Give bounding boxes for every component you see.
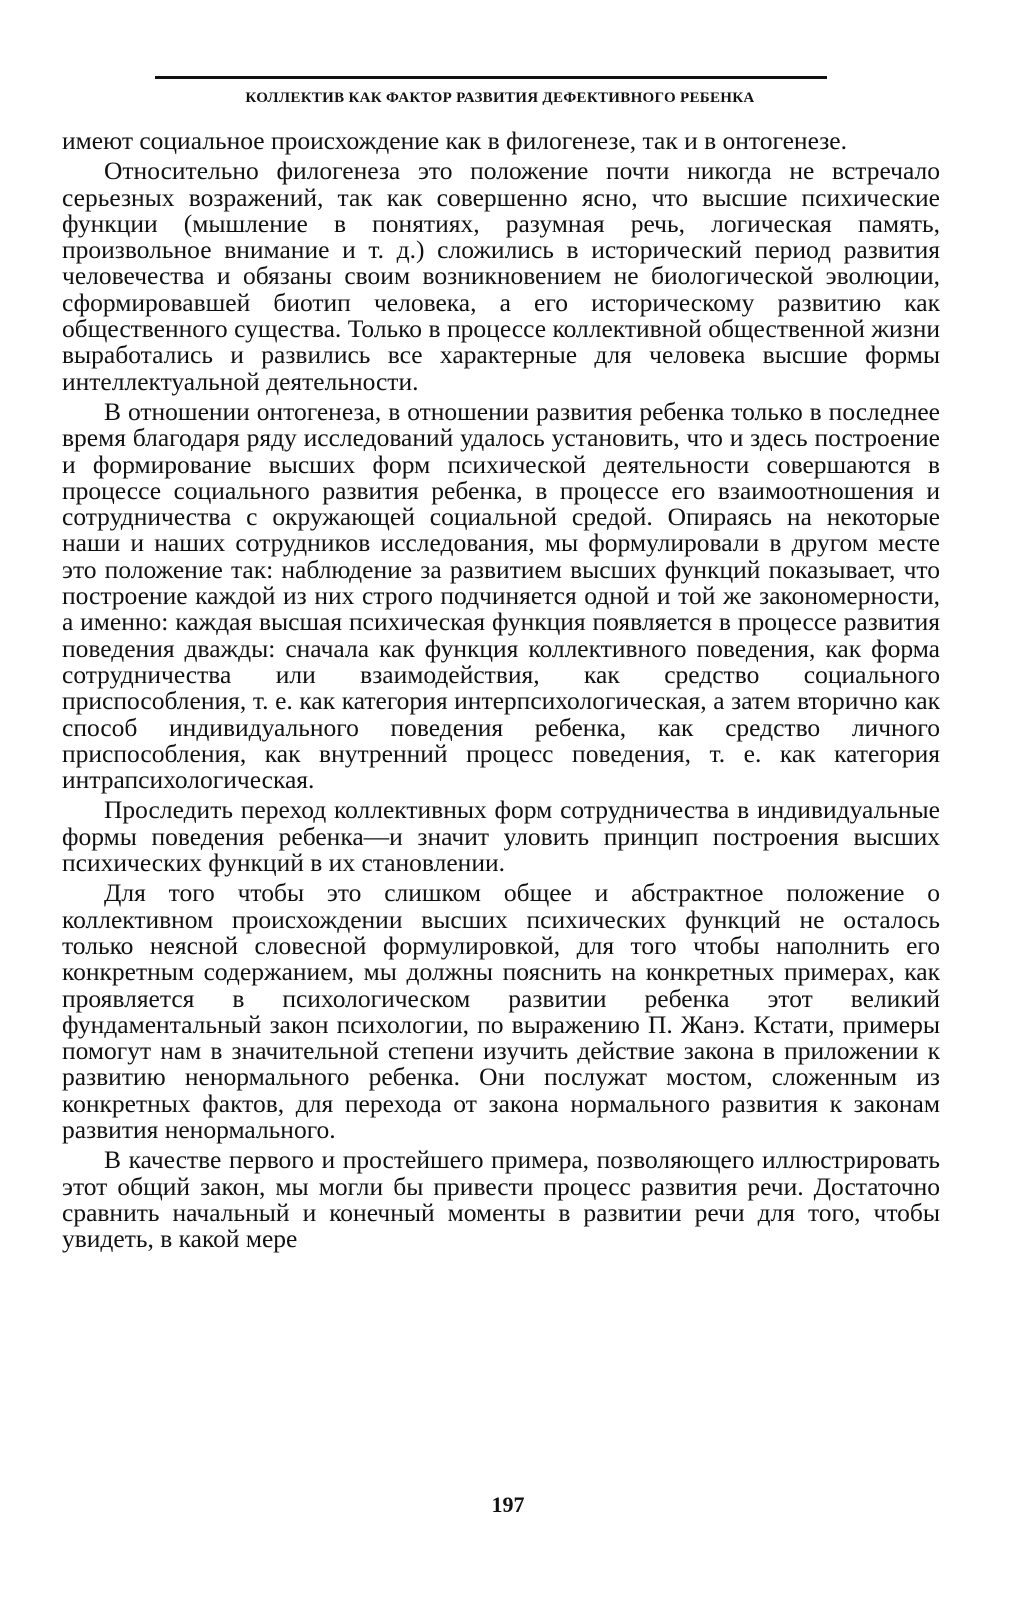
paragraph: Для того чтобы это слишком общее и абстрактное положение о коллективном происхождении высших психических функций не осталось только неясной словесной формулировкой, для того чтобы наполнить его конкретным содержанием, мы должны пояснить на конкретных примерах, как проявляется в психологическом развитии ребенка этот великий фундаментальный закон психологии, по выражению П. Жанэ. Кстати, примеры помогут нам в значительной степени изучить действие закона в приложении к развитию ненормального ребенка. Они послужат мостом, сложенным из конкретных фактов, для перехода от закона нормального развития к законам развития ненормального. [62, 878, 940, 1144]
paragraph: Относительно филогенеза это положение почти никогда не встречало серьезных возражений, так как совершенно ясно, что высшие психические функции (мышление в понятиях, разумная речь, логическая память, произвольное внимание и т. д.) сложились в исторический период развития человечества и обязаны своим возникновением не биологической эволюции, сформировавшей биотип человека, а его историческому развитию как общественного существа. Только в процессе коллективной общественной жизни выработались и развились все характерные для человека высшие формы интеллектуальной деятельности. [62, 156, 940, 396]
paragraph: имеют социальное происхождение как в филогенезе, так и в онтогенезе. [62, 126, 847, 155]
header-rule [155, 76, 827, 79]
paragraph: В качестве первого и простейшего примера, позволяющего иллюстрировать этот общий закон, мы могли бы привести процесс развития речи. Достаточно сравнить начальный и конечный моменты в развитии речи для того, чтобы увидеть, в какой мере [62, 1145, 940, 1254]
paragraph: Проследить переход коллективных форм сотрудничества в индивидуальные формы поведения ребенка—и значит уловить принцип построения высших психических функций в их становлении. [62, 795, 940, 878]
paragraph: В отношении онтогенеза, в отношении развития ребенка только в последнее время благодаря ряду исследований удалось установить, что и здесь построение и формирование высших форм психической деятельности совершаются в процессе социального развития ребенка, в процессе его взаимоотношения и сотрудничества с окружающей социальной средой. Опираясь на некоторые наши и наших сотрудников исследования, мы формулировали в другом месте это положение так: наблюдение за развитием высших функций показывает, что построение каждой из них строго подчиняется одной и той же закономерности, а именно: каждая высшая психическая функция появляется в процессе развития поведения дважды: сначала как функция коллективного поведения, как форма сотрудничества или взаимодействия, как средство социального приспособления, т. е. как категория интерпсихологическая, а затем вторично как способ индивидуального поведения ребенка, как средство личного приспособления, как внутренний процесс поведения, т. е. как категория интрапсихологическая. [62, 396, 940, 795]
body-text [62, 128, 940, 1256]
page-number: 197 [491, 1492, 525, 1517]
running-title: КОЛЛЕКТИВ КАК ФАКТОР РАЗВИТИЯ ДЕФЕКТИВНОГО РЕБЕНКА [245, 90, 755, 106]
